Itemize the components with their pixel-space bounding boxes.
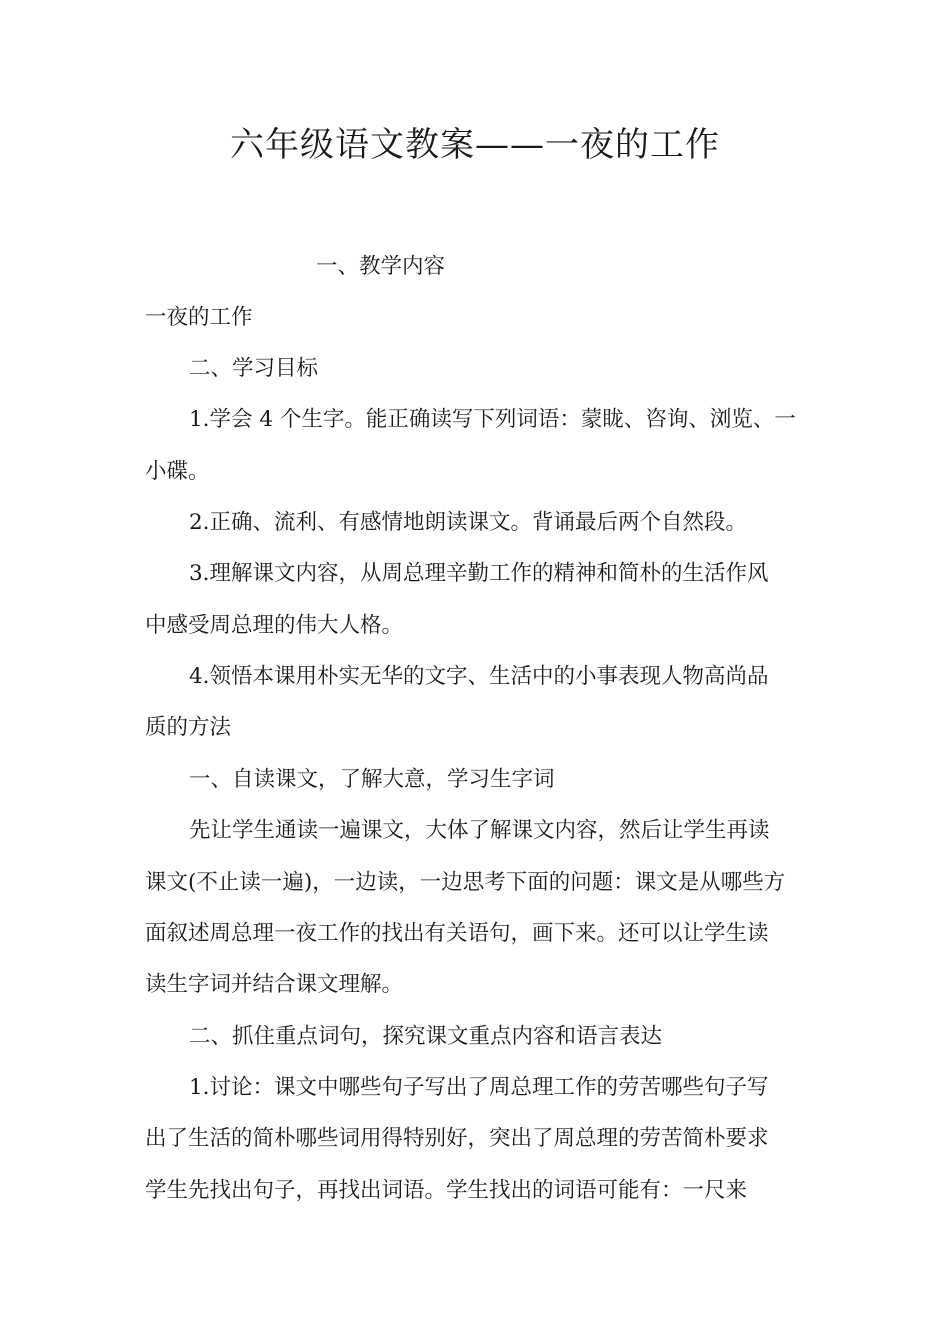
paragraph-line: 中感受周总理的伟大人格。	[145, 613, 404, 638]
paragraph-line: 3.理解课文内容，从周总理辛勤工作的精神和简朴的生活作风	[189, 561, 769, 586]
document-title: 六年级语文教案——一夜的工作	[230, 125, 720, 165]
section-heading-goals: 二、学习目标	[189, 356, 319, 381]
lesson-name: 一夜的工作	[145, 305, 253, 330]
section-heading-content: 一、教学内容	[316, 254, 446, 279]
paragraph-line: 读生字词并结合课文理解。	[145, 972, 404, 997]
paragraph-line: 出了生活的简朴哪些词用得特别好，突出了周总理的劳苦简朴要求	[145, 1126, 769, 1151]
paragraph-line: 2.正确、流利、有感情地朗读课文。背诵最后两个自然段。	[189, 510, 748, 535]
paragraph-line: 小碟。	[145, 459, 210, 484]
paragraph-line: 先让学生通读一遍课文，大体了解课文内容，然后让学生再读	[189, 818, 770, 843]
section-heading-key-points: 二、抓住重点词句，探究课文重点内容和语言表达	[189, 1024, 663, 1049]
paragraph-line: 1.学会 4 个生字。能正确读写下列词语：蒙眬、咨询、浏览、一	[189, 407, 796, 432]
paragraph-line: 4.领悟本课用朴实无华的文字、生活中的小事表现人物高尚品	[189, 664, 769, 689]
paragraph-line: 课文(不止读一遍)，一边读，一边思考下面的问题：课文是从哪些方	[145, 870, 786, 895]
section-heading-self-reading: 一、自读课文，了解大意，学习生字词	[189, 767, 555, 792]
paragraph-line: 学生先找出句子，再找出词语。学生找出的词语可能有：一尺来	[145, 1178, 748, 1203]
paragraph-line: 质的方法	[145, 715, 232, 740]
paragraph-line: 面叙述周总理一夜工作的找出有关语句，画下来。还可以让学生读	[145, 921, 769, 946]
paragraph-line: 1.讨论：课文中哪些句子写出了周总理工作的劳苦哪些句子写	[189, 1075, 769, 1100]
